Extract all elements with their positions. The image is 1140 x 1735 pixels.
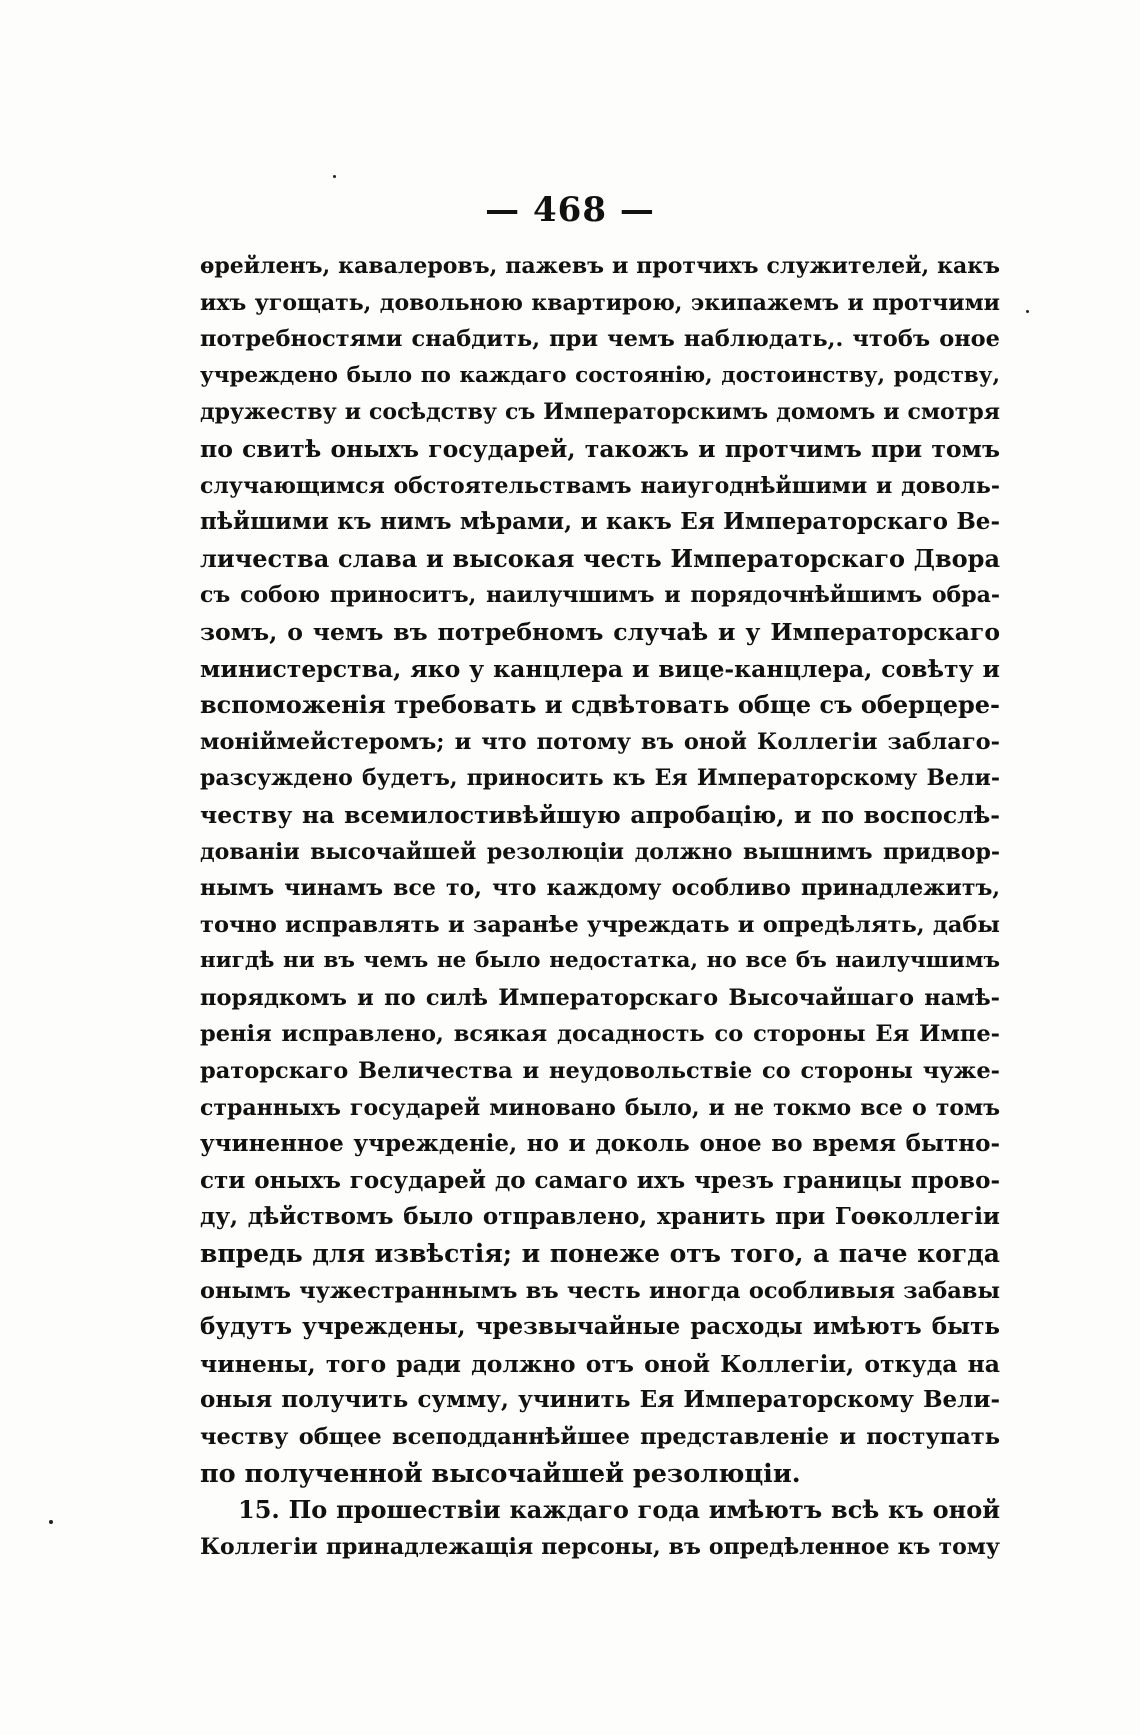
text-line: порядкомъ и по силѣ Императорскаго Высочайшаго намѣ- [200,984,1000,1011]
text-line: честву на всемилостивѣйшую апробацію, и по воспослѣ- [200,800,1000,829]
scan-speck [49,1520,53,1524]
text-line: съ собою приноситъ, наилучшимъ и порядочнѣйшимъ обра- [200,582,1000,609]
body-text [200,248,1000,1565]
scan-speck [333,175,336,178]
text-line: нымъ чинамъ все то, что каждому особливо принадлежитъ, [200,875,1000,902]
text-line: будутъ учреждены, чрезвычайные расходы имѣютъ быть [200,1313,1000,1341]
text-line: вспоможенія требовать и сдвѣтовать обще съ оберцере- [200,690,1000,720]
text-line: нигдѣ ни въ чемъ не было недостатка, но все бъ наилучшимъ [200,948,1000,974]
text-line: министерства, яко у канцлера и вице-канцлера, совѣту и [200,654,1000,683]
text-line: моніймейстеромъ; и что потому въ оной Коллегіи заблаго- [200,728,1000,755]
scan-speck [1026,310,1029,313]
text-line: чинены, того ради должно отъ оной Коллегіи, откуда на [200,1349,1000,1378]
paragraph-start-line: 15. По прошествіи каждаго года имѣютъ всѣ къ оной [238,1495,1000,1525]
text-line: раторскаго Величества и неудовольствіе со стороны чуже- [200,1058,1000,1085]
text-line: по свитѣ оныхъ государей, такожъ и протчимъ при томъ [200,434,1000,463]
text-line: дованіи высочайшей резолюціи должно вышнимъ придвор- [200,838,1000,865]
text-line: дружеству и сосѣдству съ Императорскимъ домомъ и смотря [200,399,1000,426]
text-line: личества слава и высокая честь Императорскаго Двора [200,543,1000,573]
text-line: зомъ, о чемъ въ потребномъ случаѣ и у Императорскаго [200,617,1000,646]
text-line: оныя получить сумму, учинить Ея Императорскому Вели- [200,1386,1000,1414]
text-line: Коллегіи принадлежащія персоны, въ опредѣленное къ тому [200,1533,1000,1560]
text-line: ѳрейленъ, кавалеровъ, пажевъ и протчихъ служителей, какъ [200,253,1000,279]
text-line: честву общее всеподданнѣйшее представленіе и поступать [200,1424,1000,1450]
text-line: странныхъ государей миновано было, и не токмо все о томъ [200,1094,1000,1121]
text-line: онымъ чужестраннымъ въ честь иногда особливыя забавы [200,1277,1000,1304]
text-line: учиненное учрежденіе, но и доколь оное во время бытно- [200,1130,1000,1158]
text-line: ренія исправлено, всякая досадность со стороны Ея Импе- [200,1021,1000,1048]
text-line: потребностями снабдить, при чемъ наблюдать,. чтобъ оное [200,326,1000,353]
text-line: точно исправлять и заранѣе учреждать и опредѣлять, дабы [200,911,1000,938]
text-line: ихъ угощать, довольною квартирою, экипажемъ и протчими [200,289,1000,316]
text-line: впредь для извѣстія; и понеже отъ того, а паче когда [200,1239,1000,1269]
page-number: — 468 — [485,190,655,230]
text-line: пѣйшими къ нимъ мѣрами, и какъ Ея Императорскаго Ве- [200,508,1000,536]
text-line: учреждено было по каждаго состоянію, достоинству, родству, [200,362,1000,388]
text-line: разсуждено будетъ, приносить къ Ея Императорскому Вели- [200,765,1000,792]
text-line: случающимся обстоятельствамъ наиугоднѣйшими и доволь- [200,472,1000,499]
text-line: ду, дѣйствомъ было отправлено, хранить при Гоѳколлегіи [200,1203,1000,1231]
text-line: по полученной высочайшей резолюціи. [200,1458,801,1489]
text-line: сти оныхъ государей до самаго ихъ чрезъ границы прово- [200,1166,1000,1194]
